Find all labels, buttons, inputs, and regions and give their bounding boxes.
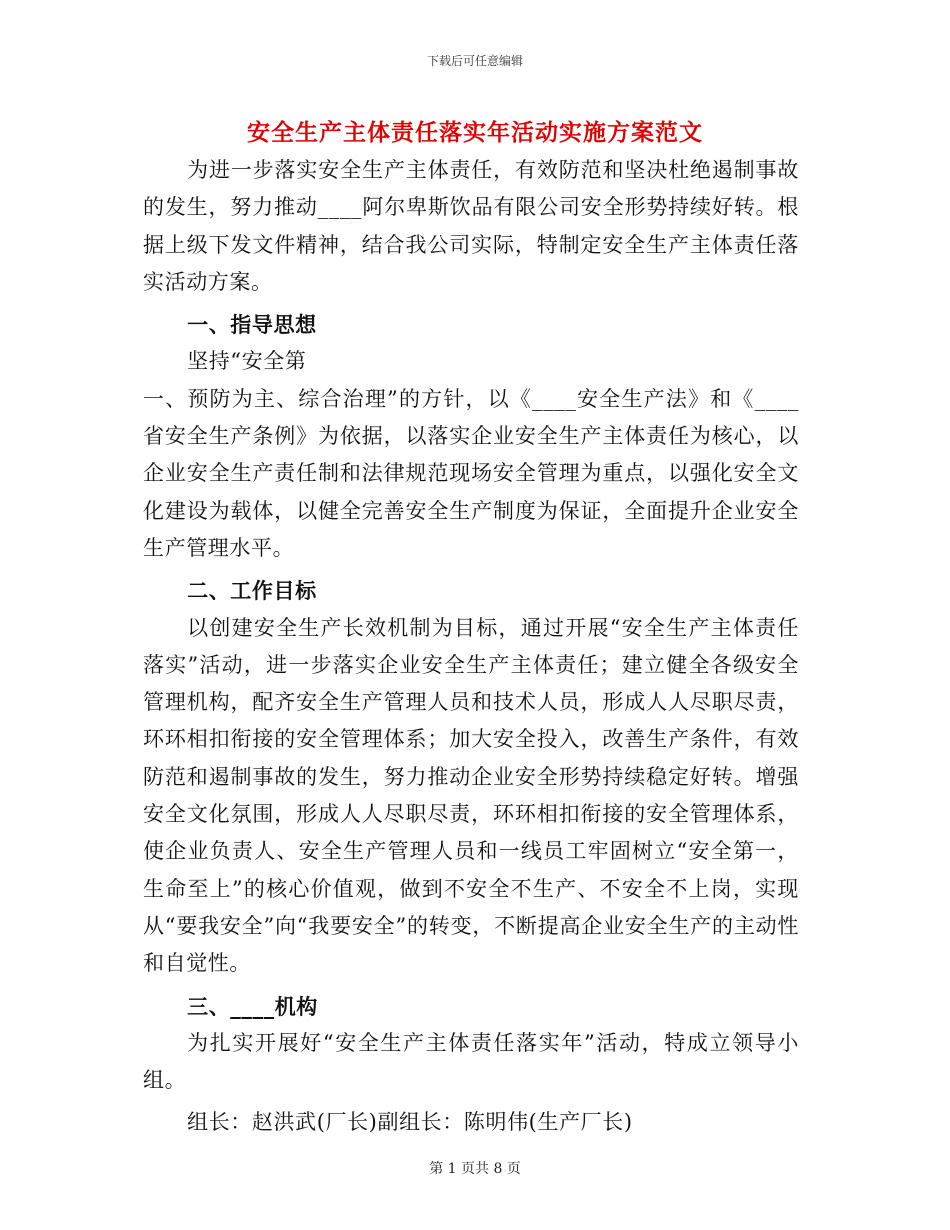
paragraph-leading-group: 为扎实开展好“安全生产主体责任落实年”活动，特成立领导小组。: [143, 1030, 799, 1093]
page-header-note: 下载后可任意编辑: [426, 54, 523, 68]
paragraph-work-goals: 以创建安全生产长效机制为目标，通过开展“安全生产主体责任落实”活动，进一步落实企业安全生产主体责任；建立健全各级安全管理机构，配齐安全生产管理人员和技术人员，形成人人尽职尽责，环环相扣衔接的安全管理体系；加大安全投入，改善生产条件，有效防范和遏制事故的发生，努力推动企业安全形势持续稳定好转。增强安全文化氛围，形成人人尽职尽责，环环相扣衔接的安全管理体系，使企业负责人、安全生产管理人员和一线员工牢固树立“安全第一，生命至上”的核心价值观，做到不安全不生产、不安全不上岗，实现从“要我安全”向“我要安全”的转变，不断提高企业安全生产的主动性和自觉性。: [143, 615, 799, 976]
paragraph-intro: 为进一步落实安全生产主体责任，有效防范和坚决杜绝遏制事故的发生，努力推动____阿尔卑斯饮品有限公司安全形势持续好转。根据上级下发文件精神，结合我公司实际，特制定安全生产主体责任落实活动方案。: [143, 158, 799, 294]
section-heading-organization: 三、____机构: [187, 993, 318, 1019]
document-title: 安全生产主体责任落实年活动实施方案范文: [247, 119, 703, 146]
paragraph-group-members: 组长：赵洪武(厂长)副组长：陈明伟(生产厂长): [187, 1110, 633, 1135]
section-heading-guiding-thought: 一、指导思想: [187, 312, 317, 338]
paragraph-guiding-body: 一、预防为主、综合治理”的方针，以《____安全生产法》和《____省安全生产条例》为依据，以落实企业安全生产主体责任为核心，以企业安全生产责任制和法律规范现场安全管理为重点，以强化安全文化建设为载体，以健全完善安全生产制度为保证，全面提升企业安全生产管理水平。: [143, 386, 799, 560]
section-heading-work-goals: 二、工作目标: [187, 578, 317, 604]
document-body: [143, 152, 799, 1142]
paragraph-guiding-start: 坚持“安全第: [187, 349, 307, 374]
page-number: 第 1 页共 8 页: [429, 1161, 521, 1177]
